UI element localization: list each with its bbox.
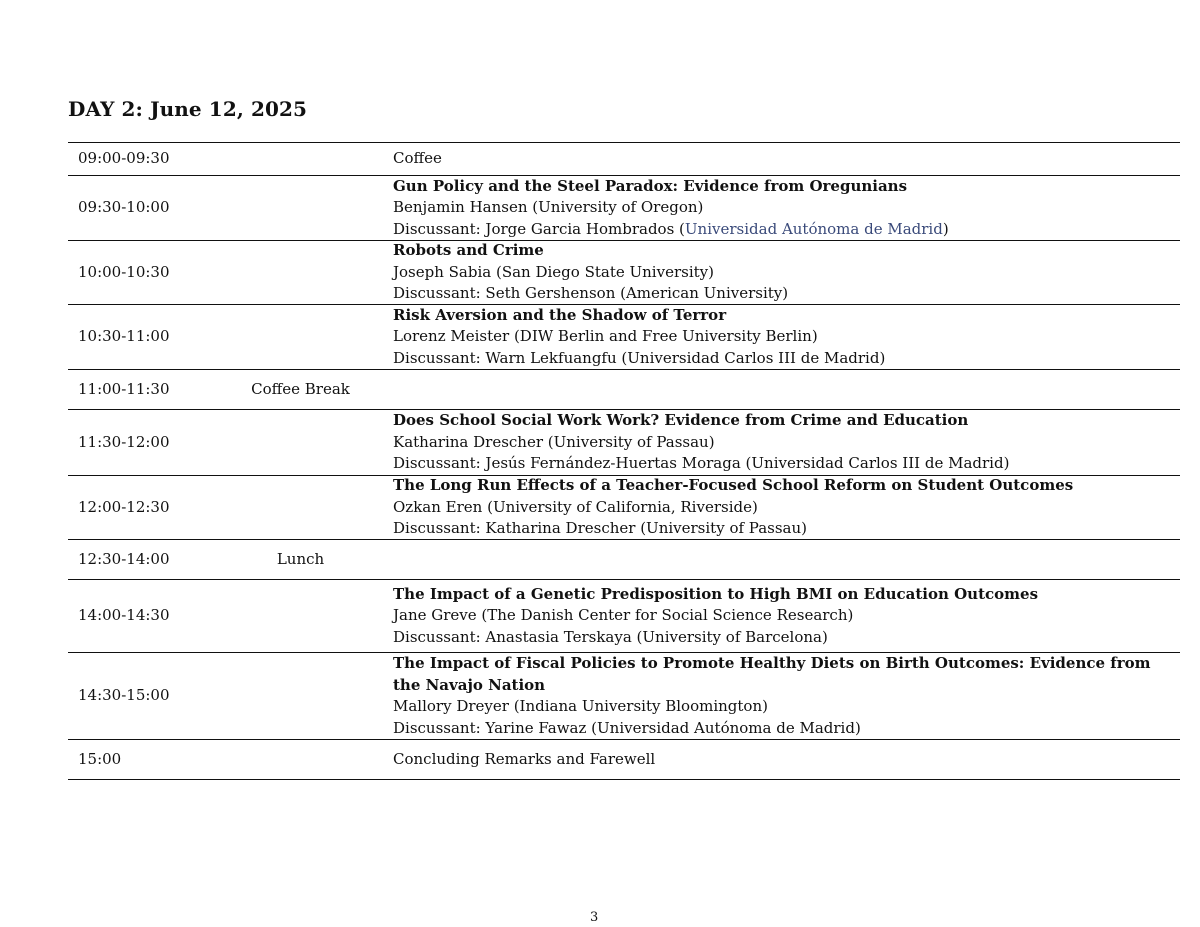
table-row <box>68 580 1180 653</box>
time-cell: 11:30-12:00 <box>78 432 170 451</box>
session-title: The Impact of a Genetic Predisposition to High BMI on Education Outcomes <box>393 584 1039 603</box>
discussant: Discussant: Jesús Fernández-Huertas Moraga (Universidad Carlos III de Madrid) <box>393 454 1010 473</box>
note-cell: Lunch <box>276 549 325 568</box>
session-title: Risk Aversion and the Shadow of Terror <box>393 305 727 324</box>
session-cell <box>393 584 1180 649</box>
table-row <box>68 410 1180 476</box>
discussant <box>393 219 1180 241</box>
time-cell: 11:00-11:30 <box>78 379 170 398</box>
presenter: Mallory Dreyer (Indiana University Bloomington) <box>393 697 768 715</box>
session-cell <box>393 305 1180 370</box>
affiliation-link[interactable]: Universidad Autónoma de Madrid <box>684 219 943 238</box>
page-title: DAY 2: June 12, 2025 <box>68 97 308 121</box>
time-cell: 10:30-11:00 <box>78 327 170 346</box>
discussant: Discussant: Warn Lekfuangfu (Universidad Carlos III de Madrid) <box>393 348 886 367</box>
page-number: 3 <box>590 910 599 925</box>
discussant: Discussant: Anastasia Terskaya (University of Barcelona) <box>393 627 828 646</box>
session-cell <box>393 410 1180 475</box>
presenter: Ozkan Eren (University of California, Riverside) <box>393 497 758 516</box>
presenter: Joseph Sabia (San Diego State University) <box>393 262 714 281</box>
presenter: Jane Greve (The Danish Center for Social Science Research) <box>393 606 854 625</box>
table-row <box>68 740 1180 780</box>
discussant-text-end: ) <box>942 219 949 238</box>
table-row <box>68 143 1180 176</box>
table-row <box>68 540 1180 580</box>
table-row <box>68 241 1180 305</box>
discussant: Discussant: Yarine Fawaz (Universidad Autónoma de Madrid) <box>393 718 861 737</box>
time-cell: 15:00 <box>78 749 122 768</box>
time-cell: 09:00-09:30 <box>78 149 170 168</box>
presenter: Lorenz Meister (DIW Berlin and Free University Berlin) <box>393 327 818 346</box>
time-cell: 14:00-14:30 <box>78 606 170 625</box>
session-cell <box>393 475 1180 540</box>
session-title: The Impact of Fiscal Policies to Promote Healthy Diets on Birth Outcomes: Evidence from the Navajo Nation <box>393 654 1151 694</box>
presenter: Benjamin Hansen (University of Oregon) <box>393 198 704 217</box>
discussant-text: Discussant: Jorge Garcia Hombrados ( <box>393 219 685 238</box>
session-cell <box>393 653 1180 739</box>
discussant: Discussant: Seth Gershenson (American University) <box>393 284 789 303</box>
item-cell: Coffee <box>393 149 442 168</box>
item-cell: Concluding Remarks and Farewell <box>393 749 656 768</box>
table-row <box>68 370 1180 410</box>
discussant: Discussant: Katharina Drescher (University of Passau) <box>393 519 808 538</box>
table-row <box>68 476 1180 540</box>
presenter: Katharina Drescher (University of Passau) <box>393 432 715 451</box>
time-cell: 09:30-10:00 <box>78 198 170 217</box>
time-cell: 14:30-15:00 <box>78 686 170 705</box>
schedule-table <box>68 142 1180 780</box>
table-row <box>68 653 1180 740</box>
table-row <box>68 305 1180 370</box>
session-cell <box>393 240 1180 305</box>
time-cell: 10:00-10:30 <box>78 262 170 281</box>
session-title: Gun Policy and the Steel Paradox: Evidence from Oregunians <box>393 176 908 195</box>
session-cell <box>393 176 1180 241</box>
note-cell: Coffee Break <box>251 379 350 398</box>
session-title: The Long Run Effects of a Teacher-Focused School Reform on Student Outcomes <box>393 476 1074 495</box>
session-title: Robots and Crime <box>393 241 544 260</box>
table-row <box>68 176 1180 241</box>
time-cell: 12:00-12:30 <box>78 497 170 516</box>
time-cell: 12:30-14:00 <box>78 549 170 568</box>
session-title: Does School Social Work Work? Evidence from Crime and Education <box>393 411 969 430</box>
